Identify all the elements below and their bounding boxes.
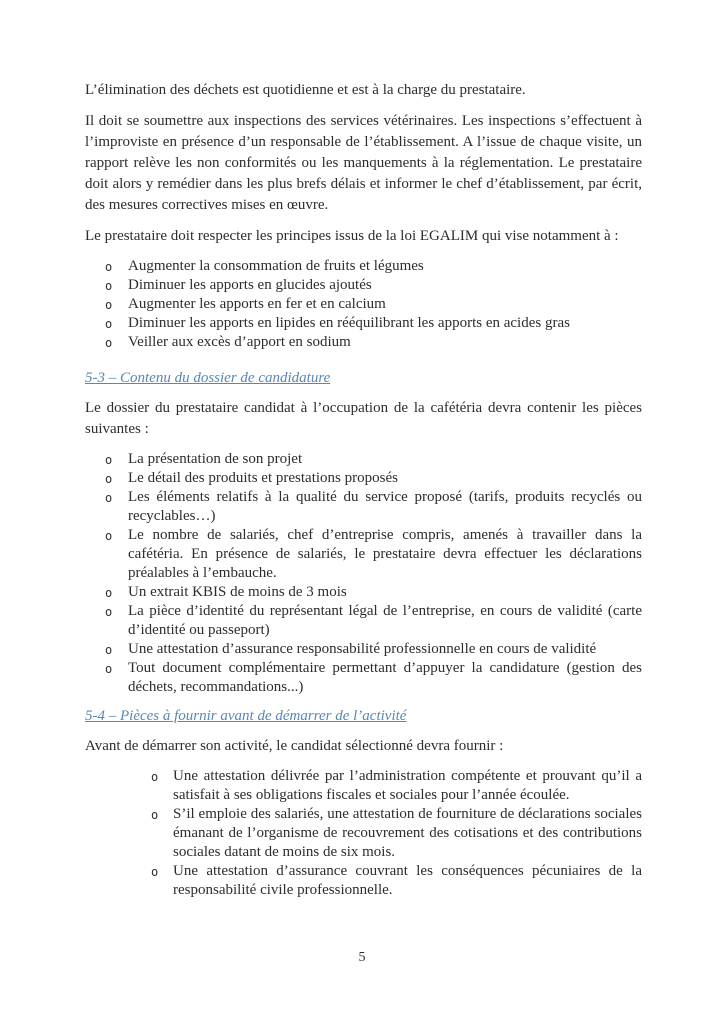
- list-item-text: Tout document complémentaire permettant d’appuyer la candidature (gestion des déchets, recommandations...): [128, 660, 642, 695]
- list-item: [85, 295, 642, 314]
- list-item: [85, 314, 642, 333]
- paragraph-egalim-intro: Le prestataire doit respecter les principes issus de la loi EGALIM qui vise notamment à :: [85, 228, 619, 244]
- list-item: [85, 488, 642, 526]
- bullet-icon: o: [105, 336, 113, 350]
- bullet-icon: o: [151, 808, 159, 822]
- page-number: 5: [358, 950, 366, 965]
- bullet-icon: o: [105, 472, 113, 486]
- list-item: [85, 602, 642, 640]
- list-item: [85, 767, 642, 805]
- bullet-icon: o: [105, 260, 113, 274]
- bullet-list-egalim: [85, 257, 642, 352]
- bullet-icon: o: [105, 491, 113, 505]
- list-item-text: Le détail des produits et prestations proposés: [128, 470, 398, 486]
- list-item-text: Diminuer les apports en lipides en rééquilibrant les apports en acides gras: [128, 315, 570, 331]
- bullet-icon: o: [105, 643, 113, 657]
- bullet-icon: o: [105, 662, 113, 676]
- list-item-text: La présentation de son projet: [128, 451, 303, 467]
- paragraph-dechets: L’élimination des déchets est quotidienne et est à la charge du prestataire.: [85, 82, 526, 98]
- bullet-icon: o: [151, 865, 159, 879]
- list-item-text: Le nombre de salariés, chef d’entreprise compris, amenés à travailler dans la cafétéria. En présence de salariés, le prestataire devra effectuer les déclarations préalables à l’embauche.: [128, 527, 642, 581]
- list-item-text: La pièce d’identité du représentant légal de l’entreprise, en cours de validité (carte d’identité ou passeport): [128, 603, 642, 638]
- list-item: [85, 659, 642, 697]
- list-item-text: Une attestation délivrée par l’administration compétente et prouvant qu’il a satisfait à ses obligations fiscales et sociales pour l’année écoulée.: [173, 768, 642, 803]
- bullet-list-avant-demarrage: [85, 767, 642, 900]
- list-item-text: Une attestation d’assurance responsabilité professionnelle en cours de validité: [128, 641, 597, 657]
- list-item: [85, 640, 642, 659]
- section-heading-5-3: 5-3 – Contenu du dossier de candidature: [85, 370, 331, 386]
- list-item-text: Une attestation d’assurance couvrant les conséquences pécuniaires de la responsabilité civile professionnelle.: [173, 863, 642, 898]
- list-item: [85, 333, 642, 352]
- bullet-icon: o: [105, 279, 113, 293]
- list-item-text: Les éléments relatifs à la qualité du service proposé (tarifs, produits recyclés ou recyclables…): [128, 489, 642, 524]
- list-item: [85, 526, 642, 583]
- list-item: [85, 862, 642, 900]
- bullet-icon: o: [105, 529, 113, 543]
- bullet-icon: o: [105, 453, 113, 467]
- list-item: [85, 469, 642, 488]
- list-item: [85, 257, 642, 276]
- bullet-icon: o: [105, 586, 113, 600]
- list-item: [85, 583, 642, 602]
- list-item-text: Un extrait KBIS de moins de 3 mois: [128, 584, 347, 600]
- paragraph-dossier-intro: Le dossier du prestataire candidat à l’occupation de la cafétéria devra contenir les pièces suivantes :: [85, 400, 642, 437]
- bullet-icon: o: [105, 317, 113, 331]
- list-item-text: Augmenter les apports en fer et en calcium: [128, 296, 386, 312]
- bullet-icon: o: [105, 298, 113, 312]
- list-item: [85, 276, 642, 295]
- bullet-list-dossier: [85, 450, 642, 697]
- list-item: [85, 450, 642, 469]
- list-item-text: Veiller aux excès d’apport en sodium: [128, 334, 351, 350]
- paragraph-inspections: Il doit se soumettre aux inspections des services vétérinaires. Les inspections s’effectuent à l’improviste en présence d’un responsable de l’établissement. A l’issue de chaque visite, un rapport relève les non conformités ou les manquements à la réglementation. Le prestataire doit alors y remédier dans les plus brefs délais et informer le chef d’établissement, par écrit, des mesures correctives mises en œuvre.: [85, 113, 642, 213]
- list-item-text: S’il emploie des salariés, une attestation de fourniture de déclarations sociales émanant de l’organisme de recouvrement des cotisations et des contributions sociales datant de moins de six mois.: [173, 806, 642, 860]
- bullet-icon: o: [151, 770, 159, 784]
- bullet-icon: o: [105, 605, 113, 619]
- section-heading-5-4: 5-4 – Pièces à fournir avant de démarrer de l’activité: [85, 708, 407, 724]
- page-content: [85, 80, 642, 909]
- list-item-text: Augmenter la consommation de fruits et légumes: [128, 258, 424, 274]
- list-item: [85, 805, 642, 862]
- list-item-text: Diminuer les apports en glucides ajoutés: [128, 277, 372, 293]
- paragraph-avant-demarrage-intro: Avant de démarrer son activité, le candidat sélectionné devra fournir :: [85, 738, 504, 754]
